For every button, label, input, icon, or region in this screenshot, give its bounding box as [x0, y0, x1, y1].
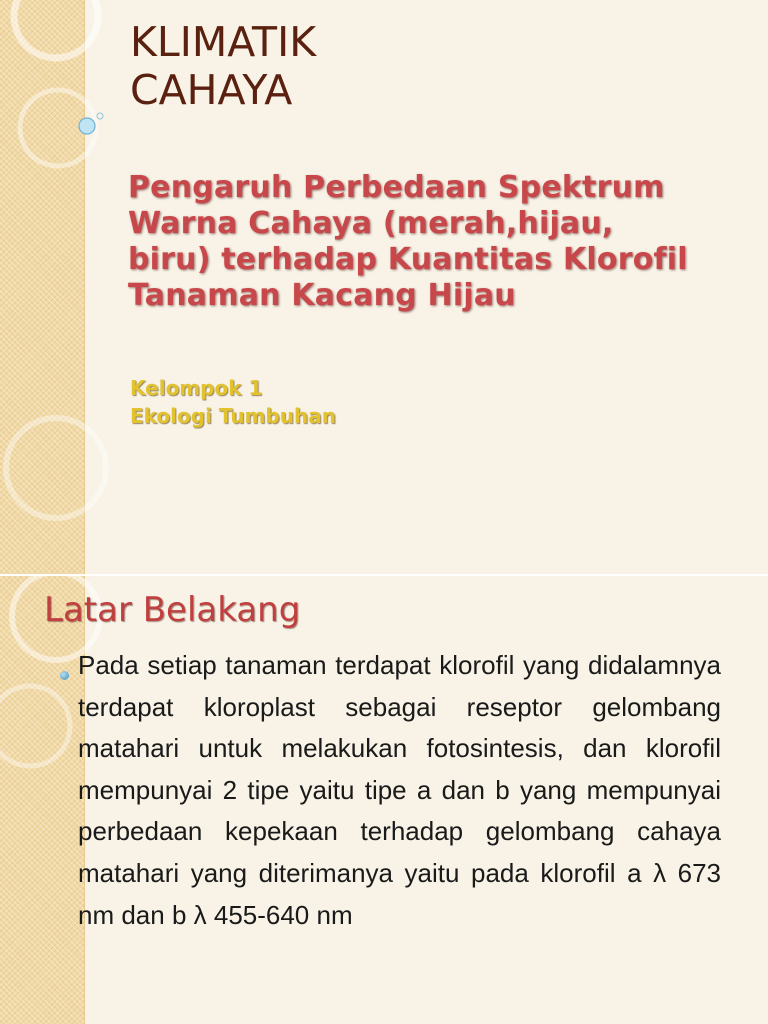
- decorative-bubble-small: [97, 113, 103, 119]
- decorative-ring-lower: [0, 686, 70, 766]
- slide-title: [130, 18, 316, 114]
- background-slide: [0, 576, 768, 1024]
- section-heading: Latar Belakang: [44, 590, 301, 630]
- group-name: Kelompok 1: [130, 376, 263, 400]
- decorative-ring-top: [14, 0, 98, 58]
- subtitle-line-1: Pengaruh Perbedaan Spektrum: [128, 170, 665, 205]
- subtitle-line-3: biru) terhadap Kuantitas Klorofil: [128, 242, 688, 277]
- course-name: Ekologi Tumbuhan: [130, 404, 336, 428]
- subtitle-line-2: Warna Cahaya (merah,hijau,: [128, 206, 614, 241]
- slide-subtitle: [128, 170, 748, 314]
- subtitle-line-4: Tanaman Kacang Hijau: [128, 278, 516, 313]
- decorative-ring-lower: [6, 418, 106, 518]
- group-info: [130, 374, 336, 430]
- title-line-2: CAHAYA: [130, 66, 293, 114]
- background-paragraph: Pada setiap tanaman terdapat klorofil yang didalamnya terdapat kloroplast sebagai reseptor gelombang matahari untuk melakukan fotosintesis, dan klorofil mempunyai 2 tipe yaitu tipe a dan b yang mempunyai perbedaan kepekaan terhadap gelombang cahaya matahari yang diterimanya yaitu pada klorofil a λ 673 nm dan b λ 455-640 nm: [78, 650, 721, 930]
- decorative-bubble: [79, 118, 95, 134]
- decorative-circles: [0, 0, 140, 574]
- title-line-1: KLIMATIK: [130, 18, 317, 66]
- bullet-dot-icon: [60, 671, 69, 680]
